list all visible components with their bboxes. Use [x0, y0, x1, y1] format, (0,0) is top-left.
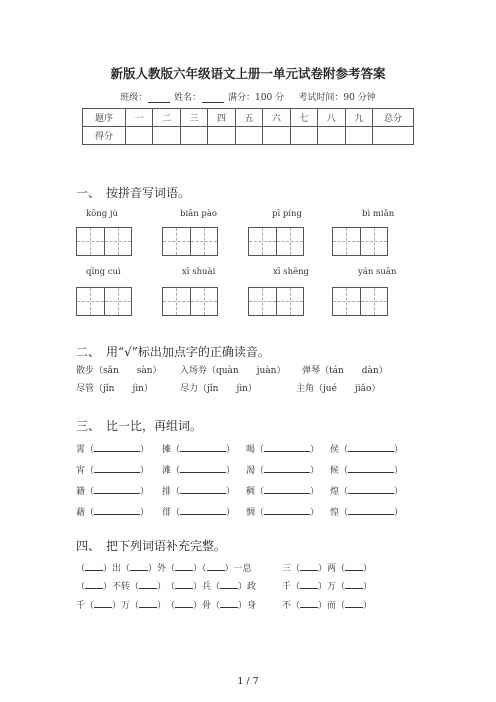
pinyin-label: bì miǎn	[362, 209, 395, 219]
exam-info	[0, 90, 496, 103]
idiom-text: ）	[363, 601, 373, 611]
answer-blank[interactable]	[139, 580, 157, 589]
answer-blank[interactable]	[94, 464, 140, 473]
writing-grid[interactable]	[248, 227, 304, 256]
answer-blank[interactable]	[94, 506, 140, 515]
score-cell[interactable]	[290, 127, 317, 145]
class-label: 班级：	[120, 93, 148, 103]
answer-blank[interactable]	[220, 580, 238, 589]
answer-blank[interactable]	[300, 562, 318, 571]
character: 煌	[330, 487, 340, 497]
character: 惶	[330, 508, 340, 518]
word-item: 霄（ ）	[76, 445, 150, 455]
idiom-text: （	[76, 564, 86, 574]
word-item: 宵（ ）	[76, 466, 150, 476]
idiom-text: ）（	[193, 564, 207, 574]
answer-blank[interactable]	[139, 599, 157, 608]
character: 喝	[246, 445, 256, 455]
word-item: 候（ ）	[330, 466, 404, 476]
answer-blank[interactable]	[94, 485, 140, 494]
word-item: 煌（ ）	[330, 487, 404, 497]
answer-blank[interactable]	[85, 562, 103, 571]
answer-blank[interactable]	[180, 506, 226, 515]
word-item: 侯（ ）	[330, 445, 404, 455]
section2-heading: 二、 用“√”标出加点字的正确读音。	[76, 345, 270, 359]
pinyin-label: yán suān	[358, 267, 397, 277]
answer-blank[interactable]	[180, 443, 226, 452]
pinyin-label: biān pào	[180, 209, 218, 219]
header-cell: 题序	[83, 109, 126, 127]
answer-blank[interactable]	[345, 580, 363, 589]
pinyin-label: xī shuài	[182, 267, 216, 277]
idiom-text: ）出（	[103, 564, 131, 574]
answer-blank[interactable]	[264, 485, 310, 494]
score-table-header	[83, 109, 414, 127]
answer-blank[interactable]	[264, 506, 310, 515]
word-item: 籍（ ）	[76, 487, 150, 497]
score-cell[interactable]	[153, 127, 180, 145]
word-item: 排（ ）	[162, 487, 236, 497]
answer-blank[interactable]	[175, 580, 193, 589]
answer-blank[interactable]	[348, 506, 394, 515]
score-table	[82, 108, 414, 145]
reading-item[interactable]: 散步（sǎn sàn）	[76, 366, 162, 376]
answer-blank[interactable]	[130, 562, 148, 571]
idiom-item	[166, 579, 256, 592]
idiom-text: 三（	[282, 564, 301, 574]
answer-blank[interactable]	[345, 599, 363, 608]
writing-grid[interactable]	[248, 287, 304, 316]
answer-blank[interactable]	[348, 464, 394, 473]
idiom-text: （	[76, 582, 86, 592]
idiom-text: ）	[157, 582, 167, 592]
reading-item[interactable]: 尽管（jǐn jìn）	[76, 384, 153, 394]
score-cell[interactable]	[263, 127, 290, 145]
idiom-text: ）	[363, 582, 373, 592]
answer-blank[interactable]	[94, 443, 140, 452]
header-cell: 三	[180, 109, 207, 127]
word-item: 徘（ ）	[162, 508, 236, 518]
character: 宵	[76, 466, 86, 476]
name-blank[interactable]	[202, 93, 224, 103]
character: 渴	[246, 466, 256, 476]
idiom-text: ）外	[148, 564, 167, 574]
section3-heading: 三、 比一比，再组词。	[76, 419, 203, 433]
reading-item[interactable]: 入场券（quàn juàn）	[180, 366, 286, 376]
pinyin-label: pī píng	[272, 209, 302, 219]
answer-blank[interactable]	[94, 599, 112, 608]
character: 徘	[162, 508, 172, 518]
character: 籍	[76, 487, 86, 497]
character: 摊	[162, 445, 172, 455]
character: 稠	[246, 487, 256, 497]
idiom-text: 不（	[282, 601, 301, 611]
character: 藉	[76, 508, 86, 518]
writing-grid[interactable]	[76, 227, 132, 256]
idiom-item	[282, 598, 372, 611]
idiom-text: ）不转（	[103, 582, 140, 592]
idiom-text: （	[166, 564, 176, 574]
exam-time: 考试时间：90 分钟	[298, 93, 376, 103]
writing-grid[interactable]	[162, 287, 218, 316]
score-cell[interactable]	[345, 127, 373, 145]
word-item: 藉（ ）	[76, 508, 150, 518]
writing-grid[interactable]	[162, 227, 218, 256]
header-cell: 五	[235, 109, 262, 127]
character: 候	[330, 466, 340, 476]
word-item: 惶（ ）	[330, 508, 404, 518]
score-cell[interactable]	[208, 127, 235, 145]
pinyin-label: qīng cuì	[86, 267, 121, 277]
word-item: 惆（ ）	[246, 508, 320, 518]
header-cell: 一	[126, 109, 153, 127]
idiom-item	[282, 561, 372, 574]
full-score: 满分：100 分	[228, 93, 285, 103]
answer-blank[interactable]	[300, 599, 318, 608]
header-cell: 二	[153, 109, 180, 127]
section4-heading: 四、 把下列词语补充完整。	[76, 539, 227, 553]
idiom-text: ）而（	[318, 601, 346, 611]
word-item: 渴（ ）	[246, 466, 320, 476]
score-table-row	[83, 127, 414, 145]
idiom-item	[166, 561, 252, 574]
character: 侯	[330, 445, 340, 455]
character: 滩	[162, 466, 172, 476]
page-number: 1 / 7	[237, 676, 259, 687]
word-item: 稠（ ）	[246, 487, 320, 497]
writing-grid[interactable]	[332, 227, 388, 256]
answer-blank[interactable]	[220, 599, 238, 608]
idiom-text: ）兵（	[193, 582, 221, 592]
character: 排	[162, 487, 172, 497]
idiom-text: ）两（	[318, 564, 346, 574]
idiom-text: ）万（	[318, 582, 346, 592]
page-title: 新版人教版六年级语文上册一单元试卷附参考答案	[110, 66, 386, 81]
score-cell[interactable]	[318, 127, 345, 145]
writing-grid[interactable]	[332, 287, 388, 316]
answer-blank[interactable]	[264, 443, 310, 452]
idiom-text: ）	[157, 601, 167, 611]
idiom-text: （	[166, 601, 176, 611]
word-item: 滩（ ）	[162, 466, 236, 476]
header-cell: 六	[263, 109, 290, 127]
character: 惆	[246, 508, 256, 518]
header-cell: 总分	[373, 109, 414, 127]
reading-item[interactable]: 主角（jué jiǎo）	[296, 384, 381, 394]
word-item: 摊（ ）	[162, 445, 236, 455]
idiom-text: ）	[363, 564, 373, 574]
header-cell: 七	[290, 109, 317, 127]
idiom-text: （	[166, 582, 176, 592]
answer-blank[interactable]	[264, 464, 310, 473]
reading-item[interactable]: 弹琴（tán dàn）	[302, 366, 388, 376]
idiom-item	[76, 579, 166, 592]
idiom-item	[282, 579, 372, 592]
idiom-text: ）政	[238, 582, 257, 592]
header-cell: 四	[208, 109, 235, 127]
score-cell[interactable]	[235, 127, 262, 145]
idiom-text: ）骨（	[193, 601, 221, 611]
section1-heading: 一、 按拼音写词语。	[76, 186, 191, 200]
idiom-text: ）一息	[224, 564, 252, 574]
answer-blank[interactable]	[85, 580, 103, 589]
idiom-text: ）身	[238, 601, 257, 611]
header-cell: 九	[345, 109, 373, 127]
answer-blank[interactable]	[345, 562, 363, 571]
pinyin-label: xī shēng	[273, 267, 309, 277]
idiom-text: ）万（	[112, 601, 140, 611]
answer-blank[interactable]	[175, 562, 193, 571]
class-blank[interactable]	[148, 93, 170, 103]
answer-blank[interactable]	[348, 443, 394, 452]
score-cell[interactable]	[373, 127, 414, 145]
reading-item[interactable]: 尽力（jǐn jìn）	[180, 384, 257, 394]
word-item: 喝（ ）	[246, 445, 320, 455]
answer-blank[interactable]	[207, 562, 225, 571]
answer-blank[interactable]	[300, 580, 318, 589]
name-label: 姓名：	[174, 93, 202, 103]
writing-grid[interactable]	[76, 287, 132, 316]
score-cell[interactable]	[126, 127, 153, 145]
answer-blank[interactable]	[180, 485, 226, 494]
answer-blank[interactable]	[348, 485, 394, 494]
character: 霄	[76, 445, 86, 455]
row-label: 得分	[83, 127, 126, 145]
idiom-text: 千（	[282, 582, 301, 592]
score-cell[interactable]	[180, 127, 207, 145]
answer-blank[interactable]	[180, 464, 226, 473]
idiom-text: 千（	[76, 601, 95, 611]
idiom-item	[76, 561, 166, 574]
idiom-item	[166, 598, 256, 611]
pinyin-label: kōng jù	[86, 209, 118, 219]
idiom-item	[76, 598, 166, 611]
answer-blank[interactable]	[175, 599, 193, 608]
header-cell: 八	[318, 109, 345, 127]
